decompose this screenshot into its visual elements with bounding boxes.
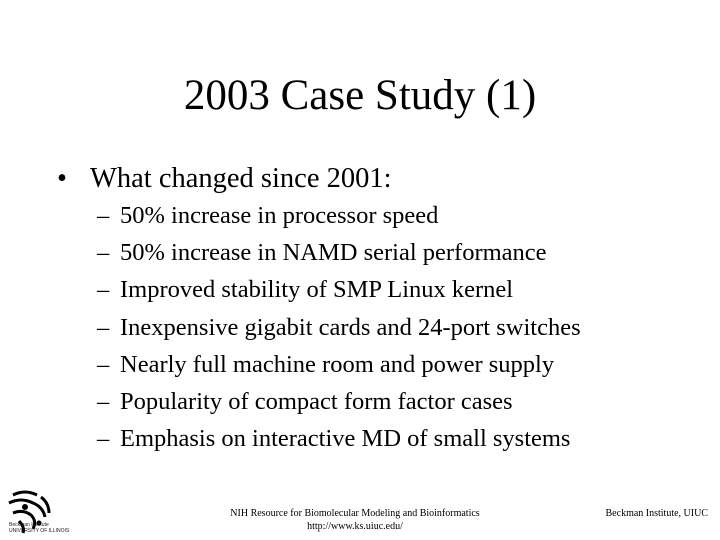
bullet-symbol: • — [57, 163, 67, 194]
slide-title: 2003 Case Study (1) — [183, 72, 537, 119]
logo-dot — [22, 504, 28, 510]
footer-resource-name: NIH Resource for Biomolecular Modeling and Bioinformatics — [230, 508, 480, 519]
sub-bullet-text: Emphasis on interactive MD of small systems — [120, 425, 571, 453]
sub-bullet-item — [97, 309, 581, 346]
sub-bullet-text: 50% increase in processor speed — [120, 202, 439, 229]
sub-bullet-text: 50% increase in NAMD serial performance — [120, 239, 547, 267]
dash-marker: – — [97, 239, 110, 267]
sub-bullet-item — [97, 383, 581, 420]
main-bullet — [57, 160, 392, 198]
sub-bullet-text: Inexpensive gigabit cards and 24-port switches — [120, 313, 581, 341]
sub-bullet-item — [97, 234, 581, 271]
sub-bullet-text: Improved stability of SMP Linux kernel — [120, 276, 514, 304]
sub-bullet-text: Popularity of compact form factor cases — [120, 387, 513, 415]
logo-caption-line: UNIVERSITY OF ILLINOIS — [9, 528, 70, 534]
sub-bullet-item — [97, 271, 581, 308]
main-bullet-text: What changed since 2001: — [90, 163, 392, 194]
sub-bullet-item — [97, 420, 581, 457]
footer-center — [180, 507, 530, 533]
dash-marker: – — [97, 313, 110, 341]
logo-caption-line: Beckman Institute — [9, 522, 49, 528]
dash-marker: – — [97, 202, 110, 229]
sub-bullet-list — [97, 197, 581, 457]
logo-arc — [13, 492, 37, 495]
footer-url: http://www.ks.uiuc.edu/ — [307, 521, 403, 532]
footer-institution: Beckman Institute, UIUC — [605, 508, 708, 519]
dash-marker: – — [97, 350, 110, 378]
dash-marker: – — [97, 425, 110, 453]
sub-bullet-item — [97, 197, 581, 234]
sub-bullet-item — [97, 346, 581, 383]
dash-marker: – — [97, 276, 110, 304]
sub-bullet-text: Nearly full machine room and power supply — [120, 350, 555, 378]
dash-marker: – — [97, 387, 110, 415]
logo-caption — [9, 522, 69, 534]
